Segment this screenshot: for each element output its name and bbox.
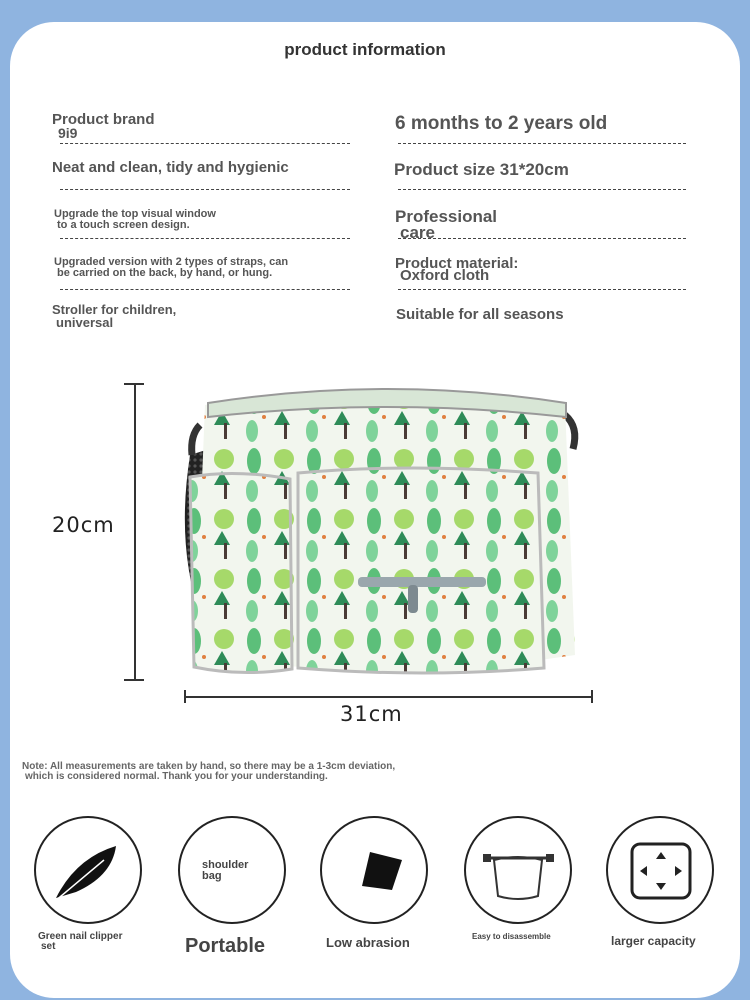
- feature-label-line2: set: [41, 941, 56, 952]
- spec-material-line1: Product material:: [395, 255, 519, 272]
- spec-window-line2: to a touch screen design.: [57, 219, 190, 231]
- divider: [398, 143, 686, 144]
- note-line2: which is considered normal. Thank you for your understanding.: [25, 771, 328, 782]
- feature-low-abrasion-label: Low abrasion: [326, 935, 410, 950]
- divider: [60, 289, 350, 290]
- spec-care-line1: Professional: [395, 207, 498, 226]
- feature-capacity-label: larger capacity: [611, 934, 696, 948]
- spec-material-line2: Oxford cloth: [400, 267, 490, 284]
- spec-straps-line2: be carried on the back, by hand, or hung.: [57, 267, 273, 279]
- spec-age: 6 months to 2 years old: [395, 113, 608, 134]
- feature-low-abrasion: [320, 816, 428, 924]
- bag-outline-icon: [466, 818, 570, 922]
- feature-disassemble-label: Easy to disassemble: [472, 932, 551, 941]
- width-label: 31cm: [340, 702, 403, 726]
- feature-nail-clipper: [34, 816, 142, 924]
- shoulder-bag-text-1: shoulder: [202, 859, 249, 871]
- feature-portable-label: Portable: [185, 935, 266, 957]
- feature-capacity: [606, 816, 714, 924]
- feature-label-line1: Green nail clipper: [38, 931, 123, 942]
- measurement-note: [22, 762, 395, 782]
- width-dimension-line: [184, 696, 592, 698]
- spec-brand-value: 9i9: [58, 125, 78, 141]
- width-dimension-cap-left: [184, 690, 186, 703]
- divider: [60, 189, 350, 190]
- width-dimension-cap-right: [591, 690, 593, 703]
- stroller-bag-image: [180, 385, 600, 680]
- spec-care-line2: care: [400, 223, 435, 242]
- height-dimension-cap-top: [124, 383, 144, 385]
- spec-stroller-line1: Stroller for children,: [52, 302, 177, 317]
- spec-window: [54, 209, 216, 231]
- shoulder-bag-icon: [202, 860, 248, 882]
- spec-straps: [54, 257, 288, 279]
- shoulder-bag-text-2: bag: [202, 870, 222, 882]
- divider: [398, 238, 686, 239]
- divider: [60, 238, 350, 239]
- spec-material: [395, 255, 519, 284]
- feather-icon: [36, 818, 140, 922]
- height-dimension-line: [134, 383, 136, 680]
- page-title: product information: [284, 40, 446, 59]
- expand-arrows-icon: [608, 818, 712, 922]
- feature-nail-clipper-label: [38, 932, 122, 952]
- divider: [398, 289, 686, 290]
- spec-hygiene: Neat and clean, tidy and hygienic: [52, 159, 289, 176]
- spec-brand: [52, 112, 155, 139]
- spec-size: Product size 31*20cm: [394, 160, 569, 179]
- height-label: 20cm: [52, 513, 115, 537]
- note-line1: Note: All measurements are taken by hand, so there may be a 1-3cm deviation,: [22, 761, 396, 772]
- spec-brand-label: Product brand: [52, 111, 155, 128]
- spec-stroller: [52, 303, 176, 329]
- spec-seasons: Suitable for all seasons: [396, 306, 564, 323]
- spec-stroller-line2: universal: [56, 315, 114, 330]
- divider: [60, 143, 350, 144]
- spec-window-line1: Upgrade the top visual window: [54, 208, 216, 220]
- divider: [398, 189, 686, 190]
- spec-straps-line1: Upgraded version with 2 types of straps, can: [54, 256, 289, 268]
- feature-portable: [178, 816, 286, 924]
- height-dimension-cap-bottom: [124, 679, 144, 681]
- feature-disassemble: [464, 816, 572, 924]
- spec-care: [395, 209, 497, 241]
- fabric-swatch-icon: [322, 818, 426, 922]
